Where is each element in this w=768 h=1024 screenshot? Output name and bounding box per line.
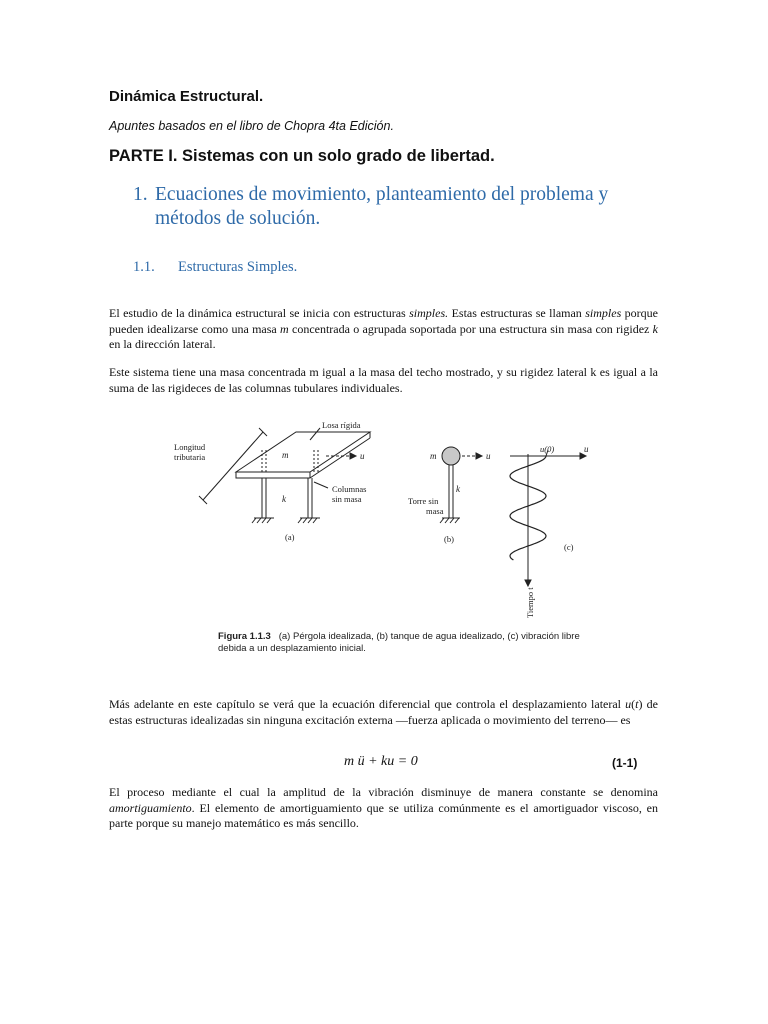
label-longitud: Longitud [174, 442, 206, 452]
label-masa: masa [426, 506, 444, 516]
label-c: (c) [564, 542, 574, 552]
section-heading-1-1 [133, 259, 297, 276]
label-b: (b) [444, 534, 454, 544]
label-u-b: u [486, 451, 491, 461]
label-u0: u(0) [540, 444, 555, 454]
label-u-c: u [584, 444, 589, 454]
caption-text: (a) Pérgola idealizada, (b) tanque de agua idealizado, (c) vibración libre debida a un desplazamiento inicial. [218, 631, 580, 654]
caption-label: Figura 1.1.3 [218, 631, 271, 642]
water-tower-diagram [440, 447, 482, 523]
equation-number: (1-1) [612, 756, 638, 770]
label-losa-rigida: Losa rígida [322, 420, 361, 430]
free-vibration-diagram [510, 450, 586, 586]
section-heading-1 [133, 183, 673, 231]
section-title: Ecuaciones de movimiento, planteamiento del problema y métodos de solución. [155, 184, 609, 229]
label-a: (a) [285, 532, 295, 542]
label-m-b: m [430, 451, 437, 461]
label-sin-masa: sin masa [332, 494, 362, 504]
paragraph-equation-intro: Más adelante en este capítulo se verá que la ecuación diferencial que controla el desplazamiento lateral u(t) de estas estructuras idealizadas sin ninguna excitación externa —fuerza aplicada o movimiento del terreno— es [109, 697, 658, 727]
label-columnas: Columnas [332, 484, 367, 494]
figure-1-1-3 [168, 410, 598, 630]
label-k-b: k [456, 484, 460, 494]
paragraph-damping: El proceso mediante el cual la amplitud de la vibración disminuye de manera constante se denomina amortiguamiento. El elemento de amortiguamiento que se utiliza comúnmente es el amortiguador viscoso, en parte porque su manejo matemático es más sencillo. [109, 785, 658, 830]
figure-caption [218, 631, 598, 655]
section-number: 1. [133, 184, 148, 205]
structure-diagram [168, 410, 598, 630]
paragraph-system: Este sistema tiene una masa concentrada m igual a la masa del techo mostrado, y su rigidez lateral k es igual a la suma de las rigideces de las columnas tubulares individuales. [109, 365, 658, 395]
equation: m ü + ku = 0 [344, 754, 418, 769]
subsection-number: 1.1. [133, 259, 155, 275]
pergola-diagram [199, 428, 370, 523]
document-title: Dinámica Estructural. [109, 88, 264, 105]
label-torre-sin: Torre sin [408, 496, 439, 506]
label-k-a: k [282, 494, 286, 504]
document-subtitle: Apuntes basados en el libro de Chopra 4ta Edición. [109, 119, 394, 133]
label-tiempo: Tiempo t [525, 587, 535, 618]
label-m-a: m [282, 450, 289, 460]
part-title: PARTE I. Sistemas con un solo grado de libertad. [109, 147, 495, 165]
paragraph-intro: El estudio de la dinámica estructural se inicia con estructuras simples. Estas estructuras se llaman simples porque pueden idealizarse como una masa m concentrada o agrupada soportada por una estructura sin masa con rigidez k en la dirección lateral. [109, 306, 658, 351]
label-u-a: u [360, 451, 365, 461]
label-tributaria: tributaria [174, 452, 206, 462]
subsection-title: Estructuras Simples. [178, 259, 298, 275]
